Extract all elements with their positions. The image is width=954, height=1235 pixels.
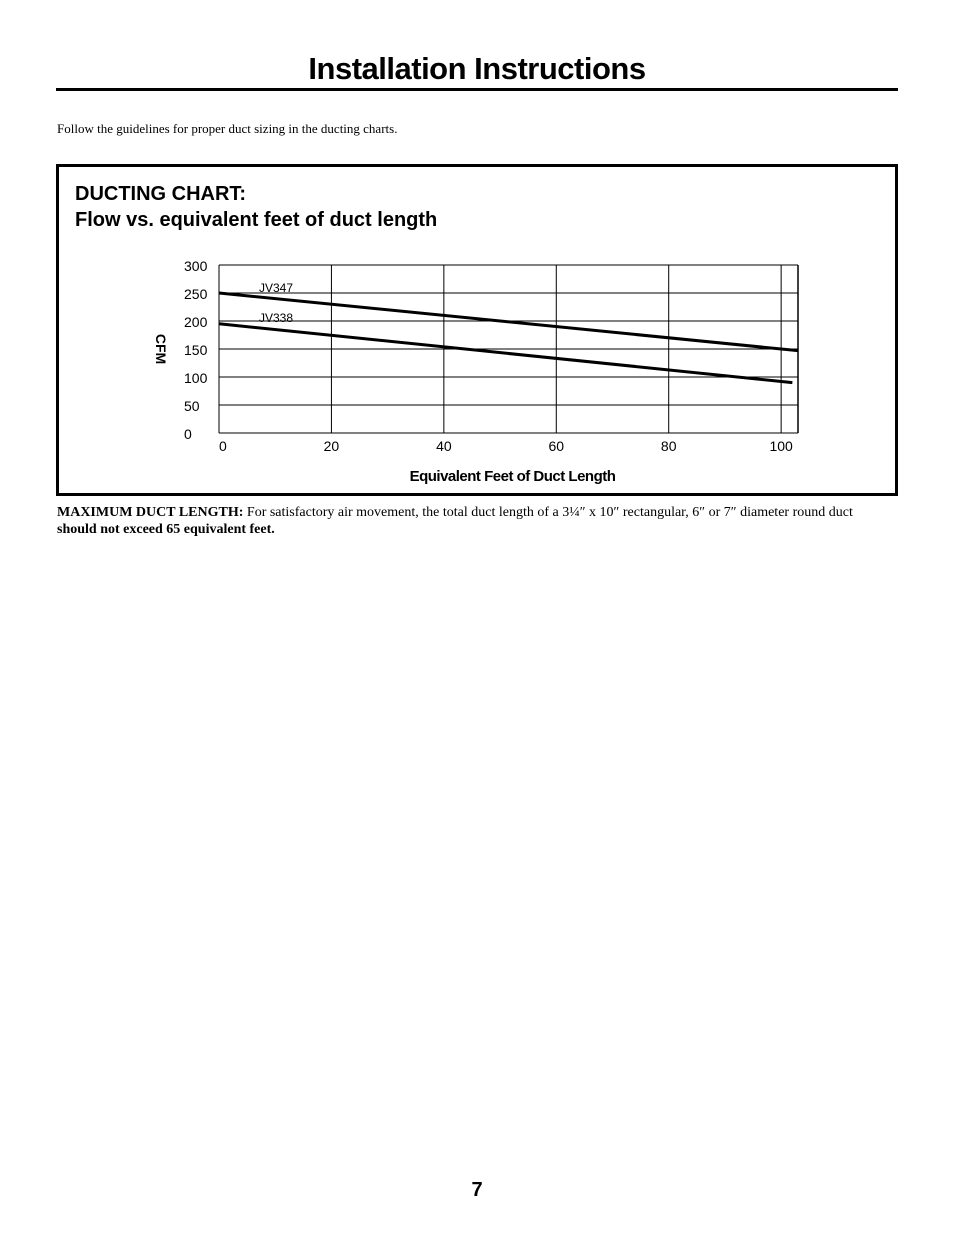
x-tick-label-60: 60 xyxy=(548,438,565,454)
y-tick-label-50: 50 xyxy=(184,398,200,414)
series-line-jv338 xyxy=(219,324,792,383)
max-duct-length-note xyxy=(57,504,857,538)
ducting-chart-box xyxy=(56,164,898,496)
x-tick-label-20: 20 xyxy=(323,438,340,454)
ducting-chart xyxy=(59,167,895,493)
series-label-jv347: JV347 xyxy=(259,281,294,295)
x-tick-label-80: 80 xyxy=(660,438,677,454)
x-tick-label-0: 0 xyxy=(219,438,227,454)
chart-box-title-line1: DUCTING CHART: xyxy=(75,183,247,205)
y-axis-label: CFM xyxy=(153,333,169,365)
x-axis-label: Equivalent Feet of Duct Length xyxy=(409,468,616,485)
y-tick-label-100: 100 xyxy=(184,370,208,386)
title-rule xyxy=(56,88,898,91)
y-tick-label-200: 200 xyxy=(184,314,208,330)
note-text: For satisfactory air movement, the total duct length of a 3¼″ x 10″ rectangular, 6″ or 7″ diameter round duct xyxy=(243,505,853,520)
chart-box-title-line2: Flow vs. equivalent feet of duct length xyxy=(75,209,438,231)
y-tick-label-300: 300 xyxy=(184,258,208,274)
series-label-jv338: JV338 xyxy=(259,311,294,325)
page-number: 7 xyxy=(471,1179,483,1201)
page-title: Installation Instructions xyxy=(308,51,646,86)
series-line-jv347 xyxy=(219,293,798,351)
note-emphasis: should not exceed 65 equivalent feet. xyxy=(57,522,275,537)
y-tick-label-250: 250 xyxy=(184,286,208,302)
intro-text: Follow the guidelines for proper duct sizing in the ducting charts. xyxy=(57,121,398,136)
y-tick-label-150: 150 xyxy=(184,342,208,358)
x-tick-label-100: 100 xyxy=(769,438,793,454)
note-lead: MAXIMUM DUCT LENGTH: xyxy=(57,505,244,520)
y-tick-label-0: 0 xyxy=(184,426,192,442)
x-tick-label-40: 40 xyxy=(436,438,452,454)
